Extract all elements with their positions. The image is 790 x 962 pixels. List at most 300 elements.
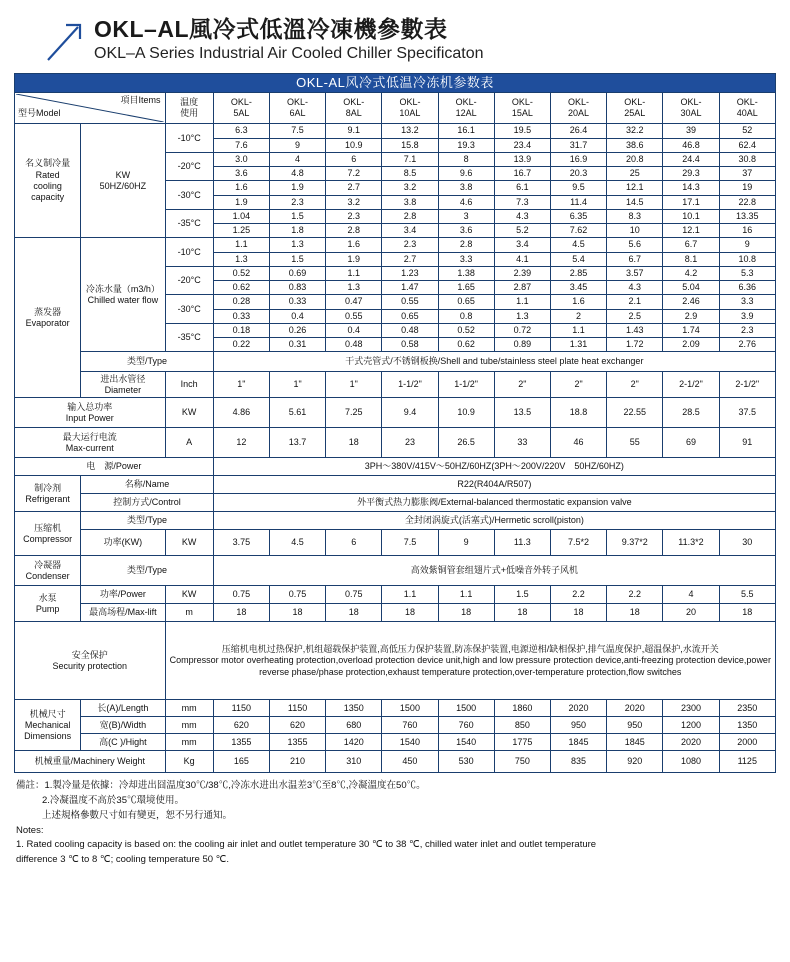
cell: 0.62 [213, 281, 269, 295]
cell: 6.1 [494, 181, 550, 195]
cell: 20 [663, 604, 719, 622]
cell: 2.3 [269, 195, 325, 209]
cell: 0.69 [269, 266, 325, 280]
cell: 11.4 [550, 195, 606, 209]
cell: 3.2 [326, 195, 382, 209]
table-row [15, 586, 776, 604]
model-header-7: OKL- 25AL [607, 93, 663, 124]
cell: 0.83 [269, 281, 325, 295]
power-supply-value: 3PH～380V/415V～50HZ/60HZ(3PH～200V/220V 50HZ/60HZ) [213, 458, 775, 476]
cell: 1.6 [213, 181, 269, 195]
note-line-4: Notes: [16, 824, 44, 836]
cell: 3.2 [382, 181, 438, 195]
cell: 18 [438, 604, 494, 622]
cell: 3.0 [213, 152, 269, 166]
refrigerant-name-label: 名称/Name [81, 476, 213, 494]
cell: 1.72 [607, 338, 663, 352]
cell: 26.5 [438, 428, 494, 458]
model-header-2: OKL- 8AL [326, 93, 382, 124]
table-row [15, 372, 776, 398]
cell: 950 [607, 717, 663, 734]
cell: 7.3 [494, 195, 550, 209]
cell: 0.65 [382, 309, 438, 323]
cell: 4.3 [494, 209, 550, 223]
cell: 13.35 [719, 209, 775, 223]
cell: 1.9 [213, 195, 269, 209]
cell: 2" [550, 372, 606, 398]
cell: 28.5 [663, 398, 719, 428]
dim-row-label-2: 高(C )/Hight [81, 734, 165, 751]
cell: 2300 [663, 700, 719, 717]
cell: 2.39 [494, 266, 550, 280]
dimensions-label: 机械尺寸 Mechanical Dimensions [15, 700, 81, 751]
cell: 7.62 [550, 224, 606, 238]
max-current-label: 最大运行电流 Max-current [15, 428, 166, 458]
table-row [15, 398, 776, 428]
cell: 0.55 [382, 295, 438, 309]
cell: 920 [607, 751, 663, 773]
cell: 18 [213, 604, 269, 622]
cell: 310 [326, 751, 382, 773]
cell: 7.5 [269, 124, 325, 138]
cell: 2.3 [382, 238, 438, 252]
temp-use-header: 温度 使用 [165, 93, 213, 124]
cell: 6.7 [663, 238, 719, 252]
cell: 13.2 [382, 124, 438, 138]
cell: 16 [719, 224, 775, 238]
cell: 1.1 [213, 238, 269, 252]
capacity-temp-1: -20°C [165, 152, 213, 181]
table-banner-row [15, 74, 776, 93]
capacity-temp-0: -10°C [165, 124, 213, 153]
cell: 5.61 [269, 398, 325, 428]
cell: 1.38 [438, 266, 494, 280]
cell: 0.55 [326, 309, 382, 323]
cell: 2" [607, 372, 663, 398]
dim-row-unit-1: mm [165, 717, 213, 734]
cell: 2.1 [607, 295, 663, 309]
table-row [15, 494, 776, 512]
condenser-type-label: 类型/Type [81, 556, 213, 586]
cell: 1.6 [326, 238, 382, 252]
cell: 91 [719, 428, 775, 458]
cell: 5.3 [719, 266, 775, 280]
cell: 0.26 [269, 323, 325, 337]
cell: 37 [719, 167, 775, 181]
cell: 7.25 [326, 398, 382, 428]
cell: 210 [269, 751, 325, 773]
cell: 19 [719, 181, 775, 195]
cell: 680 [326, 717, 382, 734]
refrigerant-name-value: R22(R404A/R507) [213, 476, 775, 494]
corner-model-label: 型号Model [18, 108, 61, 119]
cell: 1080 [663, 751, 719, 773]
cell: 1500 [382, 700, 438, 717]
cell: 2020 [607, 700, 663, 717]
cell: 1.3 [213, 252, 269, 266]
cell: 1.8 [269, 224, 325, 238]
compressor-type-label: 类型/Type [81, 512, 213, 530]
security-text-cn: 压缩机电机过热保护,机组超载保护装置,高低压力保护装置,防冻保护装置,电源逆相/缺相保护,排气温度保护,超温保护,水流开关 [221, 644, 719, 655]
cell: 46 [550, 428, 606, 458]
compressor-label: 压缩机 Compressor [15, 512, 81, 556]
cell: 4.3 [607, 281, 663, 295]
compressor-power-label: 功率(KW) [81, 530, 165, 556]
model-header-8: OKL- 30AL [663, 93, 719, 124]
cell: 9.6 [438, 167, 494, 181]
note-line-5: 1. Rated cooling capacity is based on: the cooling air inlet and outlet temperature 30 ℃ to 38 ℃, chilled water inlet and outlet temperature [16, 839, 597, 851]
capacity-temp-3: -35°C [165, 209, 213, 238]
capacity-unit: KW 50HZ/60HZ [81, 124, 165, 238]
cell: 1540 [382, 734, 438, 751]
cell: 19.5 [494, 124, 550, 138]
cell: 10.9 [326, 138, 382, 152]
cell: 1.04 [213, 209, 269, 223]
cell: 2-1/2" [719, 372, 775, 398]
corner-items-label: 項目Items [120, 95, 161, 106]
cell: 1.25 [213, 224, 269, 238]
cell: 3.4 [494, 238, 550, 252]
cell: 7.2 [326, 167, 382, 181]
cell: 760 [438, 717, 494, 734]
cell: 55 [607, 428, 663, 458]
model-header-3: OKL- 10AL [382, 93, 438, 124]
cell: 0.48 [326, 338, 382, 352]
cell: 2.87 [494, 281, 550, 295]
model-header-6: OKL- 20AL [550, 93, 606, 124]
notes-block [14, 773, 776, 867]
cell: 1500 [438, 700, 494, 717]
cell: 4.1 [494, 252, 550, 266]
cell: 1200 [663, 717, 719, 734]
cell: 9.4 [382, 398, 438, 428]
cell: 2020 [663, 734, 719, 751]
cell: 1420 [326, 734, 382, 751]
cell: 620 [269, 717, 325, 734]
cell: 1350 [326, 700, 382, 717]
cell: 5.4 [550, 252, 606, 266]
cell: 23.4 [494, 138, 550, 152]
cell: 18 [326, 428, 382, 458]
cell: 9.5 [550, 181, 606, 195]
cell: 18.8 [550, 398, 606, 428]
cell: 1845 [607, 734, 663, 751]
cell: 18 [719, 604, 775, 622]
cell: 2350 [719, 700, 775, 717]
table-banner: OKL-AL风冷式低温冷冻机参数表 [15, 74, 776, 93]
model-header-5: OKL- 15AL [494, 93, 550, 124]
cell: 2.2 [607, 586, 663, 604]
cell: 2.8 [382, 209, 438, 223]
cell: 0.8 [438, 309, 494, 323]
cell: 4.6 [438, 195, 494, 209]
cell: 1" [269, 372, 325, 398]
cell: 0.48 [382, 323, 438, 337]
cell: 1350 [719, 717, 775, 734]
cell: 1.31 [550, 338, 606, 352]
table-row [15, 751, 776, 773]
cell: 2.85 [550, 266, 606, 280]
cell: 10.9 [438, 398, 494, 428]
cell: 1.1 [494, 295, 550, 309]
cell: 9.37*2 [607, 530, 663, 556]
table-row [15, 124, 776, 138]
cell: 3.45 [550, 281, 606, 295]
cell: 0.31 [269, 338, 325, 352]
evap-temp-1: -20°C [165, 266, 213, 295]
cell: 2.76 [719, 338, 775, 352]
cell: 1.47 [382, 281, 438, 295]
cell: 14.5 [607, 195, 663, 209]
capacity-label: 名义制冷量 Rated cooling capacity [15, 124, 81, 238]
cell: 7.5*2 [550, 530, 606, 556]
dim-row-label-0: 长(A)/Length [81, 700, 165, 717]
cell: 0.62 [438, 338, 494, 352]
cell: 6 [326, 530, 382, 556]
model-header-9: OKL- 40AL [719, 93, 775, 124]
cell: 13.7 [269, 428, 325, 458]
security-value [165, 622, 775, 700]
cell: 1-1/2" [438, 372, 494, 398]
note-line-2: 2.冷凝溫度不高於35℃環境使用。 [42, 795, 184, 807]
cell: 6.35 [550, 209, 606, 223]
cell: 2.2 [550, 586, 606, 604]
table-row [15, 604, 776, 622]
cell: 0.18 [213, 323, 269, 337]
cell: 0.65 [438, 295, 494, 309]
cell: 0.75 [213, 586, 269, 604]
cell: 9 [438, 530, 494, 556]
cell: 18 [326, 604, 382, 622]
cell: 4 [663, 586, 719, 604]
cell: 30.8 [719, 152, 775, 166]
chilled-water-flow-label: 冷冻水量（m3/h） Chilled water flow [81, 238, 165, 352]
input-power-unit: KW [165, 398, 213, 428]
cell: 52 [719, 124, 775, 138]
cell: 3.4 [382, 224, 438, 238]
table-row [15, 717, 776, 734]
cell: 22.55 [607, 398, 663, 428]
power-supply-label: 电 源/Power [15, 458, 214, 476]
cell: 1.5 [494, 586, 550, 604]
cell: 1860 [494, 700, 550, 717]
security-label: 安全保护 Security protection [15, 622, 166, 700]
dim-row-label-1: 宽(B)/Width [81, 717, 165, 734]
table-row [15, 700, 776, 717]
pump-label: 水泵 Pump [15, 586, 81, 622]
security-text-en: Compressor motor overheating protection,overload protection device unit,high and low pressure protection device,anti-freezing protection device,power reverse phase/phase protection,exhaust temperature protection,over-temperature protection,flow switches [169, 655, 771, 677]
cell: 3.8 [382, 195, 438, 209]
cell: 0.28 [213, 295, 269, 309]
cell: 2020 [550, 700, 606, 717]
cell: 1355 [213, 734, 269, 751]
cell: 19.3 [438, 138, 494, 152]
cell: 17.1 [663, 195, 719, 209]
cell: 2.3 [719, 323, 775, 337]
table-row [15, 734, 776, 751]
cell: 0.58 [382, 338, 438, 352]
cell: 0.75 [326, 586, 382, 604]
cell: 3.3 [719, 295, 775, 309]
pump-lift-label: 最高场程/Max-lift [81, 604, 165, 622]
cell: 16.1 [438, 124, 494, 138]
dim-row-unit-2: mm [165, 734, 213, 751]
cell: 5.6 [607, 238, 663, 252]
cell: 6 [326, 152, 382, 166]
cell: 3 [438, 209, 494, 223]
cell: 1.1 [550, 323, 606, 337]
evaporator-label: 蒸发器 Evaporator [15, 238, 81, 398]
cell: 5.2 [494, 224, 550, 238]
cell: 20.8 [607, 152, 663, 166]
cell: 1775 [494, 734, 550, 751]
cell: 15.8 [382, 138, 438, 152]
page-title-cn: OKL–AL風冷式低溫冷凍機參數表 [94, 16, 448, 42]
cell: 6.7 [607, 252, 663, 266]
cell: 2-1/2" [663, 372, 719, 398]
spec-table [14, 73, 776, 773]
title-block [94, 16, 484, 65]
table-row [15, 238, 776, 252]
cell: 18 [382, 604, 438, 622]
cell: 750 [494, 751, 550, 773]
cell: 3.75 [213, 530, 269, 556]
cell: 0.33 [213, 309, 269, 323]
cell: 1.1 [382, 586, 438, 604]
page-title-en: OKL–A Series Industrial Air Cooled Chiller Specificaton [94, 45, 484, 63]
table-row [15, 428, 776, 458]
pump-power-label: 功率/Power [81, 586, 165, 604]
cell: 3.57 [607, 266, 663, 280]
table-row [15, 458, 776, 476]
cell: 33 [494, 428, 550, 458]
cell: 1.1 [438, 586, 494, 604]
dim-row-unit-0: mm [165, 700, 213, 717]
table-row [15, 476, 776, 494]
cell: 14.3 [663, 181, 719, 195]
cell: 450 [382, 751, 438, 773]
cell: 0.4 [326, 323, 382, 337]
cell: 1.74 [663, 323, 719, 337]
cell: 1150 [213, 700, 269, 717]
table-row [15, 512, 776, 530]
cell: 25 [607, 167, 663, 181]
cell: 8.1 [663, 252, 719, 266]
cell: 0.52 [438, 323, 494, 337]
cell: 0.33 [269, 295, 325, 309]
arrow-up-right-icon [42, 18, 88, 64]
cell: 18 [494, 604, 550, 622]
cell: 3.9 [719, 309, 775, 323]
cell: 13.9 [494, 152, 550, 166]
cell: 2.5 [607, 309, 663, 323]
cell: 8 [438, 152, 494, 166]
cell: 835 [550, 751, 606, 773]
cell: 1.9 [269, 181, 325, 195]
cell: 1.43 [607, 323, 663, 337]
cell: 2000 [719, 734, 775, 751]
cell: 4.2 [663, 266, 719, 280]
cell: 32.2 [607, 124, 663, 138]
cell: 1.23 [382, 266, 438, 280]
cell: 6.3 [213, 124, 269, 138]
table-row [15, 352, 776, 372]
cell: 39 [663, 124, 719, 138]
evap-temp-0: -10°C [165, 238, 213, 267]
cell: 12 [213, 428, 269, 458]
cell: 0.72 [494, 323, 550, 337]
cell: 3.6 [213, 167, 269, 181]
cell: 10.8 [719, 252, 775, 266]
cell: 16.9 [550, 152, 606, 166]
cell: 0.52 [213, 266, 269, 280]
cell: 2.46 [663, 295, 719, 309]
max-current-unit: A [165, 428, 213, 458]
cell: 0.75 [269, 586, 325, 604]
cell: 5.04 [663, 281, 719, 295]
table-row [15, 556, 776, 586]
cell: 1.3 [269, 238, 325, 252]
cell: 950 [550, 717, 606, 734]
cell: 530 [438, 751, 494, 773]
cell: 11.3 [494, 530, 550, 556]
cell: 69 [663, 428, 719, 458]
cell: 12.1 [607, 181, 663, 195]
refrigerant-label: 制冷剂 Refrigerant [15, 476, 81, 512]
cell: 0.47 [326, 295, 382, 309]
model-header-0: OKL- 5AL [213, 93, 269, 124]
cell: 0.89 [494, 338, 550, 352]
cell: 5.5 [719, 586, 775, 604]
diameter-label: 进出水管径 Diameter [81, 372, 165, 398]
cell: 1540 [438, 734, 494, 751]
evap-type-label: 类型/Type [81, 352, 213, 372]
cell: 1150 [269, 700, 325, 717]
cell: 26.4 [550, 124, 606, 138]
note-line-6: difference 3 ℃ to 8 ℃; cooling temperature 50 ℃. [16, 854, 229, 866]
cell: 2.3 [326, 209, 382, 223]
cell: 22.8 [719, 195, 775, 209]
cell: 1845 [550, 734, 606, 751]
evap-type-value: 干式壳管式/不锈钢板换/Shell and tube/stainless steel plate heat exchanger [213, 352, 775, 372]
cell: 18 [607, 604, 663, 622]
evap-temp-3: -35°C [165, 323, 213, 352]
diameter-unit: Inch [165, 372, 213, 398]
cell: 1.9 [326, 252, 382, 266]
cell: 6.36 [719, 281, 775, 295]
weight-unit: Kg [165, 751, 213, 773]
cell: 1355 [269, 734, 325, 751]
cell: 1.3 [326, 281, 382, 295]
table-row [15, 530, 776, 556]
cell: 7.5 [382, 530, 438, 556]
table-row [15, 622, 776, 700]
cell: 4.5 [550, 238, 606, 252]
cell: 2.7 [382, 252, 438, 266]
cell: 4.5 [269, 530, 325, 556]
input-power-label: 输入总功率 Input Power [15, 398, 166, 428]
cell: 9 [269, 138, 325, 152]
cell: 1" [213, 372, 269, 398]
cell: 11.3*2 [663, 530, 719, 556]
table-header-row [15, 93, 776, 124]
condenser-label: 冷凝器 Condenser [15, 556, 81, 586]
compressor-type-value: 全封闭涡旋式(活塞式)/Hermetic scroll(piston) [213, 512, 775, 530]
cell: 1.1 [326, 266, 382, 280]
cell: 30 [719, 530, 775, 556]
cell: 9 [719, 238, 775, 252]
cell: 1.5 [269, 252, 325, 266]
